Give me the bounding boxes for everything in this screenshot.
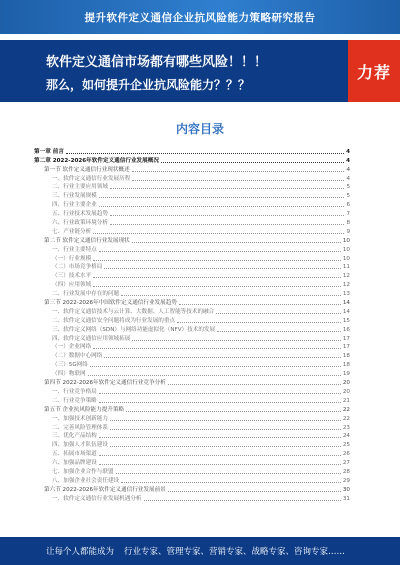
toc-title: 内容目录 — [175, 122, 224, 136]
toc-entry[interactable] — [34, 270, 350, 279]
toc-entry[interactable] — [34, 422, 350, 431]
toc-entry[interactable] — [34, 190, 350, 199]
toc-entry-text: 二、完善风险管理体系 — [52, 424, 108, 431]
toc-entry-text: 三、软件定义网络（SDN）与网络功能虚拟化（NFV）技术的发展 — [52, 326, 216, 333]
toc-entry-page: 14 — [342, 300, 350, 307]
toc-entry[interactable] — [34, 368, 350, 377]
toc-entry[interactable] — [34, 199, 350, 208]
toc-entry-text: 一、行业主要特点 — [52, 246, 97, 253]
toc-entry[interactable] — [34, 253, 350, 262]
toc-entry-text: 三、优化产品结构 — [52, 433, 97, 440]
toc-entry-text: 一、行业竞争格局 — [52, 388, 97, 395]
toc-entry-page: 4 — [346, 148, 350, 155]
toc-entry[interactable] — [34, 297, 350, 306]
toc-entry-text: 第五节 企业抗风险能力提升策略 — [44, 406, 125, 413]
toc-entry-text: 二、行业发展中存在的问题 — [52, 291, 120, 298]
toc-entry[interactable] — [34, 244, 350, 253]
toc-entry[interactable] — [34, 395, 350, 404]
toc-leader-dots — [90, 366, 341, 367]
toc-entry-page: 13 — [342, 291, 350, 298]
toc-entry-page: 11 — [342, 264, 350, 271]
toc-entry-page: 8 — [346, 220, 350, 227]
toc-entry[interactable] — [34, 288, 350, 297]
footer-roles: 行业专家、管理专家、营销专家、战略专家、咨询专家…… — [124, 547, 346, 557]
toc-entry[interactable] — [34, 173, 350, 182]
footer-slogan: 让每个人都能成为 — [46, 547, 115, 557]
toc-entry[interactable] — [34, 146, 350, 155]
toc-entry[interactable] — [34, 235, 350, 244]
toc-entry-page: 4 — [346, 166, 350, 173]
toc-entry-page: 30 — [342, 486, 350, 493]
toc-entry-page: 7 — [346, 211, 350, 218]
toc-leader-dots — [132, 171, 345, 172]
toc-entry[interactable] — [34, 350, 350, 359]
toc-entry-page: 18 — [342, 353, 350, 360]
toc-entry-text: （四）应用领域 — [52, 282, 92, 289]
toc-leader-dots — [116, 473, 341, 474]
toc-entry-page: 12 — [342, 273, 350, 280]
toc-leader-dots — [110, 420, 341, 421]
toc-leader-dots — [110, 429, 341, 430]
toc-entry[interactable] — [34, 475, 350, 484]
toc-entry-text: 第二章 2022-2026年软件定义通信行业发展概况 — [34, 157, 159, 164]
toc-entry-page: 22 — [342, 406, 350, 413]
toc-leader-dots — [99, 455, 341, 456]
toc-entry-text: 八、加强企业社会责任建设 — [52, 477, 120, 484]
toc-entry-page: 10 — [342, 237, 350, 244]
toc-leader-dots — [99, 393, 341, 394]
toc-entry-text: 六、加强品牌建设 — [52, 460, 97, 467]
toc-leader-dots — [217, 331, 341, 332]
toc-leader-dots — [121, 295, 341, 296]
toc-leader-dots — [110, 224, 344, 225]
toc-entry-text: 四、加强人才队伍建设 — [52, 442, 108, 449]
toc-entry[interactable] — [34, 333, 350, 342]
toc-entry-text: 二、行业主要应用领域 — [52, 184, 108, 191]
toc-entry[interactable] — [34, 466, 350, 475]
toc-entry[interactable] — [34, 377, 350, 386]
toc-leader-dots — [126, 411, 341, 412]
toc-entry-page: 4 — [346, 175, 350, 182]
toc-leader-dots — [110, 215, 344, 216]
toc-entry[interactable] — [34, 404, 350, 413]
toc-entry-page: 29 — [342, 477, 350, 484]
toc-leader-dots — [66, 153, 344, 154]
toc-entry-page: 20 — [342, 380, 350, 387]
toc-leader-dots — [110, 188, 344, 189]
toc-entry[interactable] — [34, 457, 350, 466]
toc-leader-dots — [161, 162, 344, 163]
toc-entry-page: 24 — [342, 433, 350, 440]
toc-entry-text: 五、行业技术发展趋势 — [52, 211, 108, 218]
toc-leader-dots — [110, 446, 341, 447]
toc-entry-text: （二）市场竞争格局 — [52, 264, 103, 271]
toc-leader-dots — [104, 357, 341, 358]
toc-leader-dots — [93, 233, 344, 234]
toc-entry-page: 17 — [342, 344, 350, 351]
toc-leader-dots — [168, 491, 341, 492]
toc-leader-dots — [144, 500, 341, 501]
toc-leader-dots — [99, 251, 341, 252]
toc-entry[interactable] — [34, 439, 350, 448]
toc-entry-page: 20 — [342, 388, 350, 395]
toc-entry-page: 23 — [342, 424, 350, 431]
toc-leader-dots — [99, 402, 341, 403]
toc-entry[interactable] — [34, 262, 350, 271]
toc-entry-page: 17 — [342, 335, 350, 342]
toc-entry-page: 27 — [342, 460, 350, 467]
footer-bar — [0, 537, 400, 565]
toc-leader-dots — [216, 313, 341, 314]
toc-entry-page: 6 — [346, 202, 350, 209]
toc-entry-text: （三）技术水平 — [52, 273, 92, 280]
toc-entry-text: 五、拓展市场渠道 — [52, 451, 97, 458]
toc-entry-text: 二、行业竞争策略 — [52, 397, 97, 404]
toc-entry-text: 第三节 2022-2026年中国软件定义通信行业发展趋势 — [44, 300, 177, 307]
toc-leader-dots — [99, 437, 341, 438]
toc-leader-dots — [132, 340, 341, 341]
toc-entry-text: （二）数据中心网络 — [52, 353, 103, 360]
toc-entry-text: 第一节 软件定义通信行业现状概述 — [44, 166, 130, 173]
toc-entry-page: 14 — [342, 308, 350, 315]
toc-entry-text: 第六节 2022-2026年软件定义通信行业发展前景 — [44, 486, 166, 493]
toc-leader-dots — [132, 180, 344, 181]
toc-entry-text: 七、产业链分析 — [52, 228, 92, 235]
toc-leader-dots — [177, 322, 341, 323]
toc-entry[interactable] — [34, 217, 350, 226]
toc-leader-dots — [99, 464, 341, 465]
toc-entry-page: 10 — [342, 246, 350, 253]
toc-leader-dots — [93, 286, 341, 287]
toc-entry-page: 5 — [346, 193, 350, 200]
toc-entry-text: 一、加强技术创新能力 — [52, 415, 108, 422]
hero-banner — [0, 40, 400, 102]
toc-entry-text: 四、软件定义通信应用领域拓展 — [52, 335, 131, 342]
brand-badge: 力荐 — [348, 40, 400, 102]
toc-entry-text: 第四节 2022-2026年软件定义通信行业竞争分析 — [44, 380, 166, 387]
toc-entry-page: 4 — [346, 157, 350, 164]
toc-entry[interactable] — [34, 208, 350, 217]
toc-entry-text: （四）物联网 — [52, 371, 86, 378]
toc-entry[interactable] — [34, 324, 350, 333]
table-of-contents — [34, 146, 350, 502]
toc-entry-text: （一）企业网络 — [52, 344, 92, 351]
toc-entry[interactable] — [34, 359, 350, 368]
toc-leader-dots — [88, 375, 341, 376]
toc-leader-dots — [168, 384, 341, 385]
toc-entry-page: 25 — [342, 442, 350, 449]
toc-entry-page: 19 — [342, 371, 350, 378]
toc-leader-dots — [179, 304, 341, 305]
toc-entry-text: 一、软件定义通信行业发展机遇分析 — [52, 495, 142, 502]
toc-entry-page: 18 — [342, 362, 350, 369]
toc-entry[interactable] — [34, 164, 350, 173]
toc-entry[interactable] — [34, 493, 350, 502]
toc-entry-text: 一、软件定义通信行业发展历程 — [52, 175, 131, 182]
hero-headline: 软件定义通信市场都有哪些风险！！！ — [46, 55, 268, 70]
toc-leader-dots — [132, 242, 341, 243]
toc-leader-dots — [93, 277, 341, 278]
toc-entry-page: 22 — [342, 415, 350, 422]
toc-entry-page: 12 — [342, 282, 350, 289]
toc-entry-page: 16 — [342, 326, 350, 333]
report-title-banner — [0, 0, 400, 34]
toc-entry[interactable] — [34, 413, 350, 422]
toc-entry-text: 一、软件定义通信技术与云计算、大数据、人工智能等技术的融合 — [52, 308, 215, 315]
toc-entry-page: 31 — [342, 495, 350, 502]
toc-entry-text: （一）行业规模 — [52, 255, 92, 262]
toc-entry[interactable] — [34, 279, 350, 288]
toc-entry-page: 15 — [342, 317, 350, 324]
toc-entry[interactable] — [34, 306, 350, 315]
toc-leader-dots — [121, 482, 341, 483]
toc-entry[interactable] — [34, 342, 350, 351]
hero-subheadline: 那么，如何提升企业抗风险能力？？？ — [46, 78, 251, 92]
toc-entry-page: 9 — [346, 228, 350, 235]
toc-entry-text: 七、加强企业合作与联盟 — [52, 468, 114, 475]
toc-entry-text: 二、软件定义通信安全问题将成为行业发展的重点 — [52, 317, 176, 324]
toc-entry-page: 28 — [342, 468, 350, 475]
toc-entry-text: 六、行业政策环境分析 — [52, 220, 108, 227]
toc-entry-text: （三）5G网络 — [52, 362, 88, 369]
toc-entry-text: 第一章 前言 — [34, 148, 64, 155]
toc-entry[interactable] — [34, 315, 350, 324]
toc-leader-dots — [99, 206, 345, 207]
toc-entry-text: 第二节 软件定义通信行业发展现状 — [44, 237, 130, 244]
toc-leader-dots — [93, 348, 341, 349]
toc-entry-page: 5 — [346, 184, 350, 191]
toc-leader-dots — [93, 260, 341, 261]
toc-entry-page: 10 — [342, 255, 350, 262]
toc-entry[interactable] — [34, 484, 350, 493]
toc-entry-page: 26 — [342, 451, 350, 458]
toc-entry[interactable] — [34, 431, 350, 440]
toc-leader-dots — [99, 197, 345, 198]
toc-entry[interactable] — [34, 182, 350, 191]
toc-entry[interactable] — [34, 448, 350, 457]
toc-leader-dots — [104, 268, 341, 269]
toc-entry[interactable] — [34, 226, 350, 235]
toc-entry-page: 21 — [342, 397, 350, 404]
report-title: 提升软件定义通信企业抗风险能力策略研究报告 — [84, 11, 316, 24]
toc-entry-text: 四、行业主要企业 — [52, 202, 97, 209]
toc-entry[interactable] — [34, 155, 350, 164]
toc-entry-text: 三、行业发展规模 — [52, 193, 97, 200]
toc-entry[interactable] — [34, 386, 350, 395]
